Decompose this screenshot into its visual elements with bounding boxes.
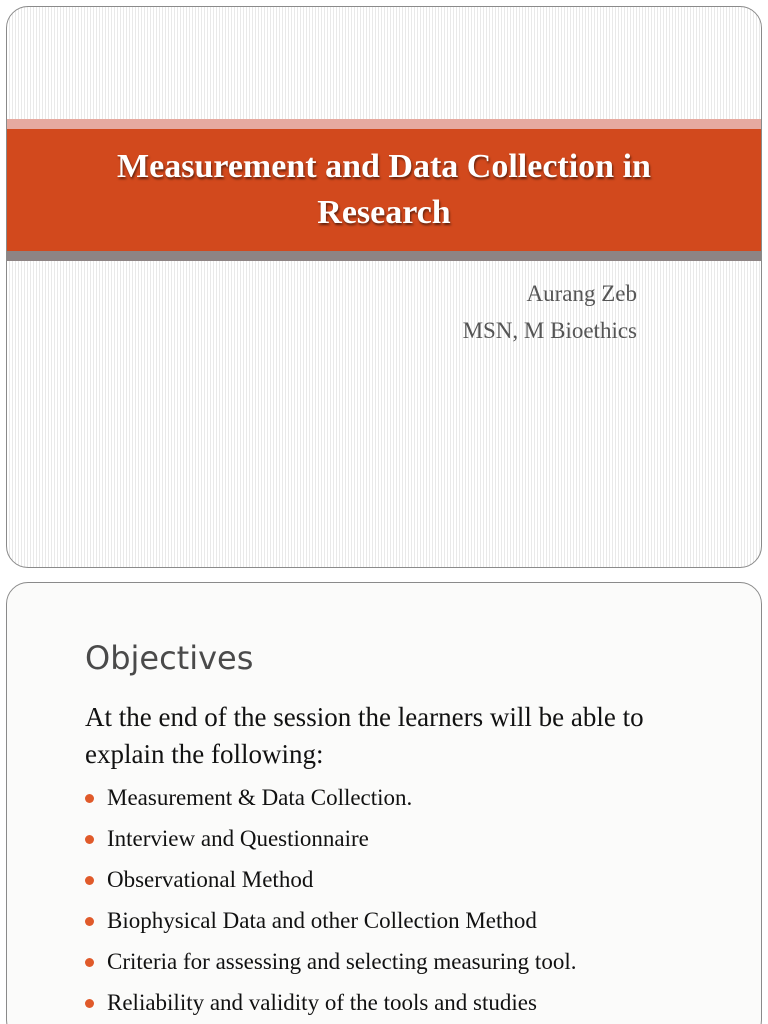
list-item-text: Reliability and validity of the tools and studies xyxy=(107,989,537,1015)
author-credentials: MSN, M Bioethics xyxy=(462,318,637,343)
author-name: Aurang Zeb xyxy=(526,281,637,306)
title-band-bottom-stripe xyxy=(7,251,761,261)
slide-title-line-2: Research xyxy=(317,194,451,231)
list-item xyxy=(85,818,576,859)
list-item-text: Biophysical Data and other Collection Method xyxy=(107,907,537,933)
bullet-icon xyxy=(85,835,94,844)
author-block xyxy=(463,275,637,349)
bullet-icon xyxy=(85,794,94,803)
slide-title xyxy=(64,144,704,236)
bullet-icon xyxy=(85,999,94,1008)
objectives-heading: Objectives xyxy=(85,639,254,677)
bullet-icon xyxy=(85,917,94,926)
bullet-icon xyxy=(85,876,94,885)
title-band xyxy=(7,129,761,251)
list-item xyxy=(85,900,576,941)
list-item xyxy=(85,777,576,818)
slide-title-line-1: Measurement and Data Collection in xyxy=(117,148,651,185)
title-band-top-stripe xyxy=(7,119,761,129)
list-item-text: Observational Method xyxy=(107,866,314,892)
objectives-intro: At the end of the session the learners will be able to explain the following: xyxy=(85,702,644,769)
list-item-text: Measurement & Data Collection. xyxy=(107,784,413,810)
list-item xyxy=(85,941,576,982)
list-item xyxy=(85,859,576,900)
list-item xyxy=(85,982,576,1023)
objectives-list xyxy=(85,777,576,1023)
objectives-slide xyxy=(6,582,762,1024)
list-item-text: Criteria for assessing and selecting measuring tool. xyxy=(107,948,577,974)
list-item-text: Interview and Questionnaire xyxy=(107,825,369,851)
title-slide xyxy=(6,6,762,568)
bullet-icon xyxy=(85,958,94,967)
